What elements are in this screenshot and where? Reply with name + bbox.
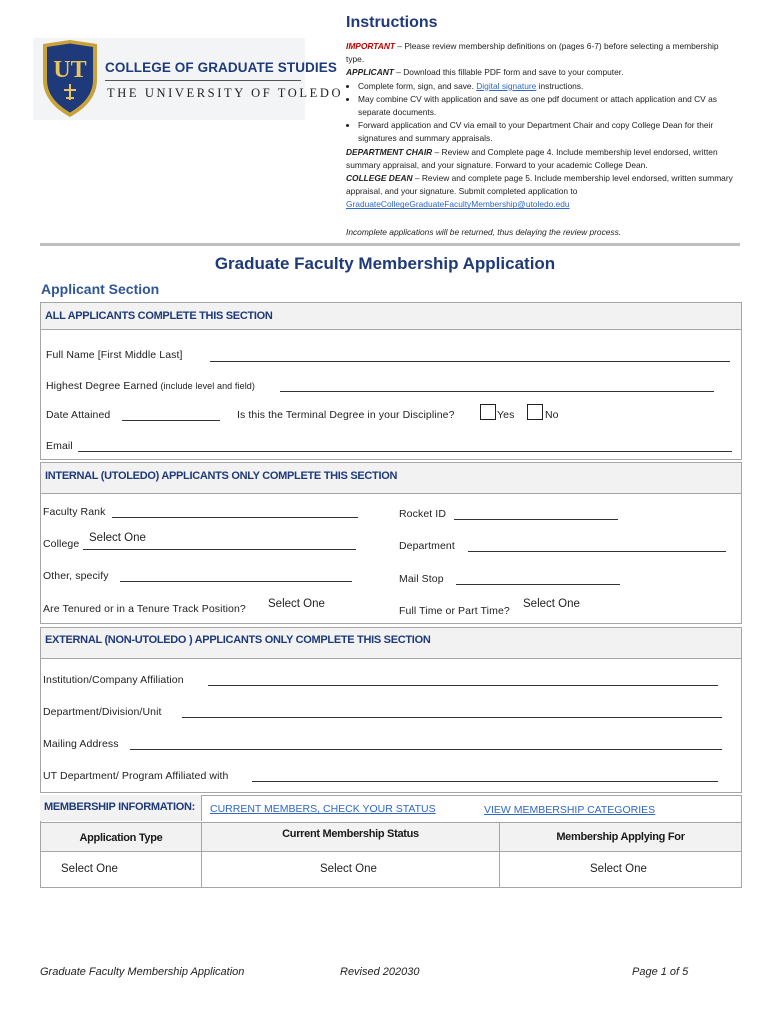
email-field[interactable] (78, 451, 732, 452)
list-item: • May combine CV with application and save as one pdf document or attach application and CV as separate documents. (358, 93, 736, 119)
bullet-text: Complete form, sign, and save. (358, 80, 477, 91)
logo-divider (105, 80, 301, 81)
important-label: IMPORTANT (346, 41, 396, 51)
terminal-no-checkbox[interactable] (527, 404, 543, 420)
ut-department-label: UT Department/ Program Affiliated with (43, 770, 229, 782)
submission-email-link[interactable]: GraduateCollegeGraduateFacultyMembership@utoledo.edu (346, 199, 570, 210)
mailing-address-field[interactable] (130, 749, 722, 750)
highest-degree-field[interactable] (280, 391, 714, 392)
applicant-label: APPLICANT (346, 67, 394, 78)
instructions-body (346, 40, 736, 212)
footer-page-number: Page 1 of 5 (632, 966, 689, 978)
dept-chair-label: DEPARTMENT CHAIR (346, 146, 433, 157)
mailing-address-label: Mailing Address (43, 738, 119, 750)
membership-header: MEMBERSHIP INFORMATION: (44, 801, 195, 813)
tenure-select[interactable]: Select One (268, 598, 325, 610)
table-divider (499, 852, 500, 888)
ext-department-field[interactable] (182, 717, 722, 718)
other-specify-label: Other, specify (43, 570, 109, 582)
college-label: College (43, 538, 80, 550)
dept-chair-paragraph (346, 146, 736, 172)
table-divider (201, 852, 202, 888)
important-text: – Please review membership definitions on (pages 6-7) before selecting a membership type. (346, 41, 719, 65)
bullet-text: instructions. (536, 80, 584, 91)
faculty-rank-label: Faculty Rank (43, 506, 106, 518)
date-attained-field[interactable] (122, 420, 220, 421)
full-part-time-select[interactable]: Select One (523, 598, 580, 610)
date-attained-label: Date Attained (46, 409, 111, 421)
highest-degree-text: Highest Degree Earned (46, 380, 158, 392)
all-applicants-header: ALL APPLICANTS COMPLETE THIS SECTION (40, 302, 742, 330)
other-specify-field[interactable] (120, 581, 352, 582)
rocket-id-label: Rocket ID (399, 508, 446, 520)
rocket-id-field[interactable] (454, 519, 618, 520)
instructions-title: Instructions (346, 14, 438, 31)
department-field[interactable] (468, 551, 726, 552)
current-status-select[interactable]: Select One (320, 863, 377, 875)
applying-for-select[interactable]: Select One (590, 863, 647, 875)
view-categories-link[interactable]: VIEW MEMBERSHIP CATEGORIES (484, 804, 656, 816)
logo-subtitle: THE UNIVERSITY OF TOLEDO (107, 86, 344, 100)
terminal-degree-question: Is this the Terminal Degree in your Discipline? (237, 409, 455, 421)
applying-for-header: Membership Applying For (499, 822, 742, 852)
current-status-header: Current Membership Status (201, 822, 500, 852)
tenure-label: Are Tenured or in a Tenure Track Position? (43, 603, 246, 615)
ext-department-label: Department/Division/Unit (43, 706, 162, 718)
faculty-rank-field[interactable] (112, 517, 358, 518)
external-header: EXTERNAL (NON-UTOLEDO ) APPLICANTS ONLY COMPLETE THIS SECTION (40, 627, 742, 659)
college-dean-text: – Review and complete page 5. Include membership level endorsed, written summary appraisal, and your signature. Submit completed application to (346, 173, 733, 197)
terminal-yes-checkbox[interactable] (480, 404, 496, 420)
ut-department-field[interactable] (252, 781, 718, 782)
department-label: Department (399, 540, 455, 552)
full-part-time-label: Full Time or Part Time? (399, 605, 510, 617)
applicant-text: – Download this fillable PDF form and save to your computer. (393, 67, 624, 78)
application-type-select[interactable]: Select One (61, 863, 118, 875)
footer-title: Graduate Faculty Membership Application (40, 966, 245, 978)
list-item: • Forward application and CV via email to your Department Chair and copy College Dean for their signatures and summary appraisals. (358, 119, 736, 145)
mail-stop-label: Mail Stop (399, 573, 444, 585)
applicant-section-title: Applicant Section (41, 281, 160, 297)
institution-field[interactable] (208, 685, 718, 686)
email-paragraph (346, 198, 736, 211)
shield-icon (39, 40, 101, 118)
email-label: Email (46, 440, 73, 452)
check-status-link[interactable]: CURRENT MEMBERS, CHECK YOUR STATUS (210, 803, 436, 815)
full-name-label: Full Name [First Middle Last] (46, 349, 183, 361)
applicant-paragraph (346, 66, 736, 79)
mail-stop-field[interactable] (456, 584, 620, 585)
college-dean-label: COLLEGE DEAN (346, 173, 413, 184)
footer-revised: Revised 202030 (340, 966, 420, 978)
internal-header: INTERNAL (UTOLEDO) APPLICANTS ONLY COMPLETE THIS SECTION (40, 462, 742, 494)
terminal-yes-label: Yes (497, 409, 515, 421)
header-divider (40, 243, 740, 246)
highest-degree-label (46, 380, 255, 392)
digital-signature-link[interactable]: Digital signature (476, 80, 537, 91)
logo-title: COLLEGE OF GRADUATE STUDIES (105, 60, 337, 75)
college-dean-paragraph (346, 172, 736, 198)
terminal-no-label: No (545, 409, 559, 421)
university-logo (33, 38, 344, 120)
application-type-header: Application Type (40, 822, 202, 852)
logo-ut-text: UT (53, 57, 87, 83)
dept-chair-text: – Review and Complete page 4. Include membership level endorsed, written summary appraisal, and your signature. Forward to your academic College Dean. (346, 146, 718, 170)
applicant-steps (346, 80, 736, 146)
full-name-field[interactable] (210, 361, 730, 362)
highest-degree-note: (include level and field) (157, 381, 255, 391)
incomplete-notice: Incomplete applications will be returned, thus delaying the review process. (346, 227, 622, 237)
important-paragraph (346, 40, 736, 66)
form-title: Graduate Faculty Membership Application (214, 254, 556, 273)
college-select[interactable]: Select One (89, 532, 146, 544)
college-field-line (83, 549, 356, 550)
institution-label: Institution/Company Affiliation (43, 674, 184, 686)
list-item (358, 80, 736, 93)
